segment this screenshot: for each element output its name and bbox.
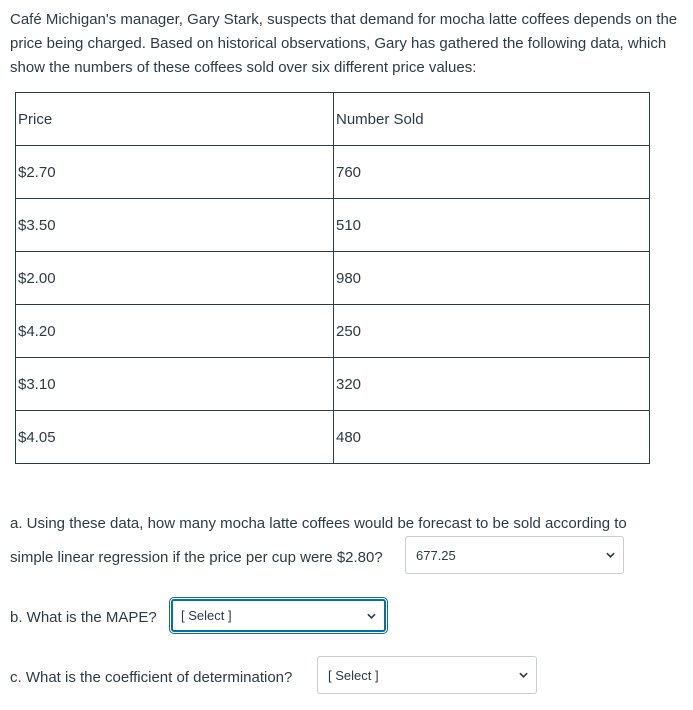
price-cell: $2.70 (16, 146, 334, 199)
price-cell: $4.20 (16, 305, 334, 358)
price-cell: $3.10 (16, 358, 334, 411)
column-header-number-sold: Number Sold (334, 93, 650, 146)
question-a-line1: a. Using these data, how many mocha latte coffees would be forecast to be sold according to (10, 515, 627, 532)
number-sold-cell: 480 (334, 411, 650, 464)
number-sold-cell: 760 (334, 146, 650, 199)
answer-a-select[interactable] (405, 536, 624, 574)
number-sold-cell: 980 (334, 252, 650, 305)
question-c-label: c. What is the coefficient of determination? (10, 669, 293, 686)
table-row (16, 358, 650, 411)
number-sold-cell: 510 (334, 199, 650, 252)
price-cell: $4.05 (16, 411, 334, 464)
answer-b-selected-value: [ Select ] (181, 608, 232, 623)
price-cell: $3.50 (16, 199, 334, 252)
table-row (16, 305, 650, 358)
answer-a-selected-value: 677.25 (416, 547, 456, 563)
price-cell: $2.00 (16, 252, 334, 305)
number-sold-cell: 320 (334, 358, 650, 411)
table-row (16, 411, 650, 464)
table-row (16, 146, 650, 199)
table-header-row (16, 93, 650, 146)
table-row (16, 199, 650, 252)
table-row (16, 252, 650, 305)
chevron-down-icon (606, 551, 615, 560)
chevron-down-icon (367, 611, 376, 620)
number-sold-cell: 250 (334, 305, 650, 358)
answer-c-selected-value: [ Select ] (328, 667, 379, 683)
column-header-price: Price (16, 93, 334, 146)
data-table (15, 92, 650, 464)
problem-intro: Café Michigan's manager, Gary Stark, suspects that demand for mocha latte coffees depends on the price being charged. Based on historical observations, Gary has gathered the following data, which show the numbers of these coffees sold over six different price values: (10, 11, 678, 76)
answer-b-select[interactable] (171, 599, 386, 632)
question-b-label: b. What is the MAPE? (10, 609, 157, 626)
question-a-line2: simple linear regression if the price per cup were $2.80? (10, 549, 383, 566)
chevron-down-icon (519, 671, 528, 680)
answer-c-select[interactable] (317, 656, 537, 694)
